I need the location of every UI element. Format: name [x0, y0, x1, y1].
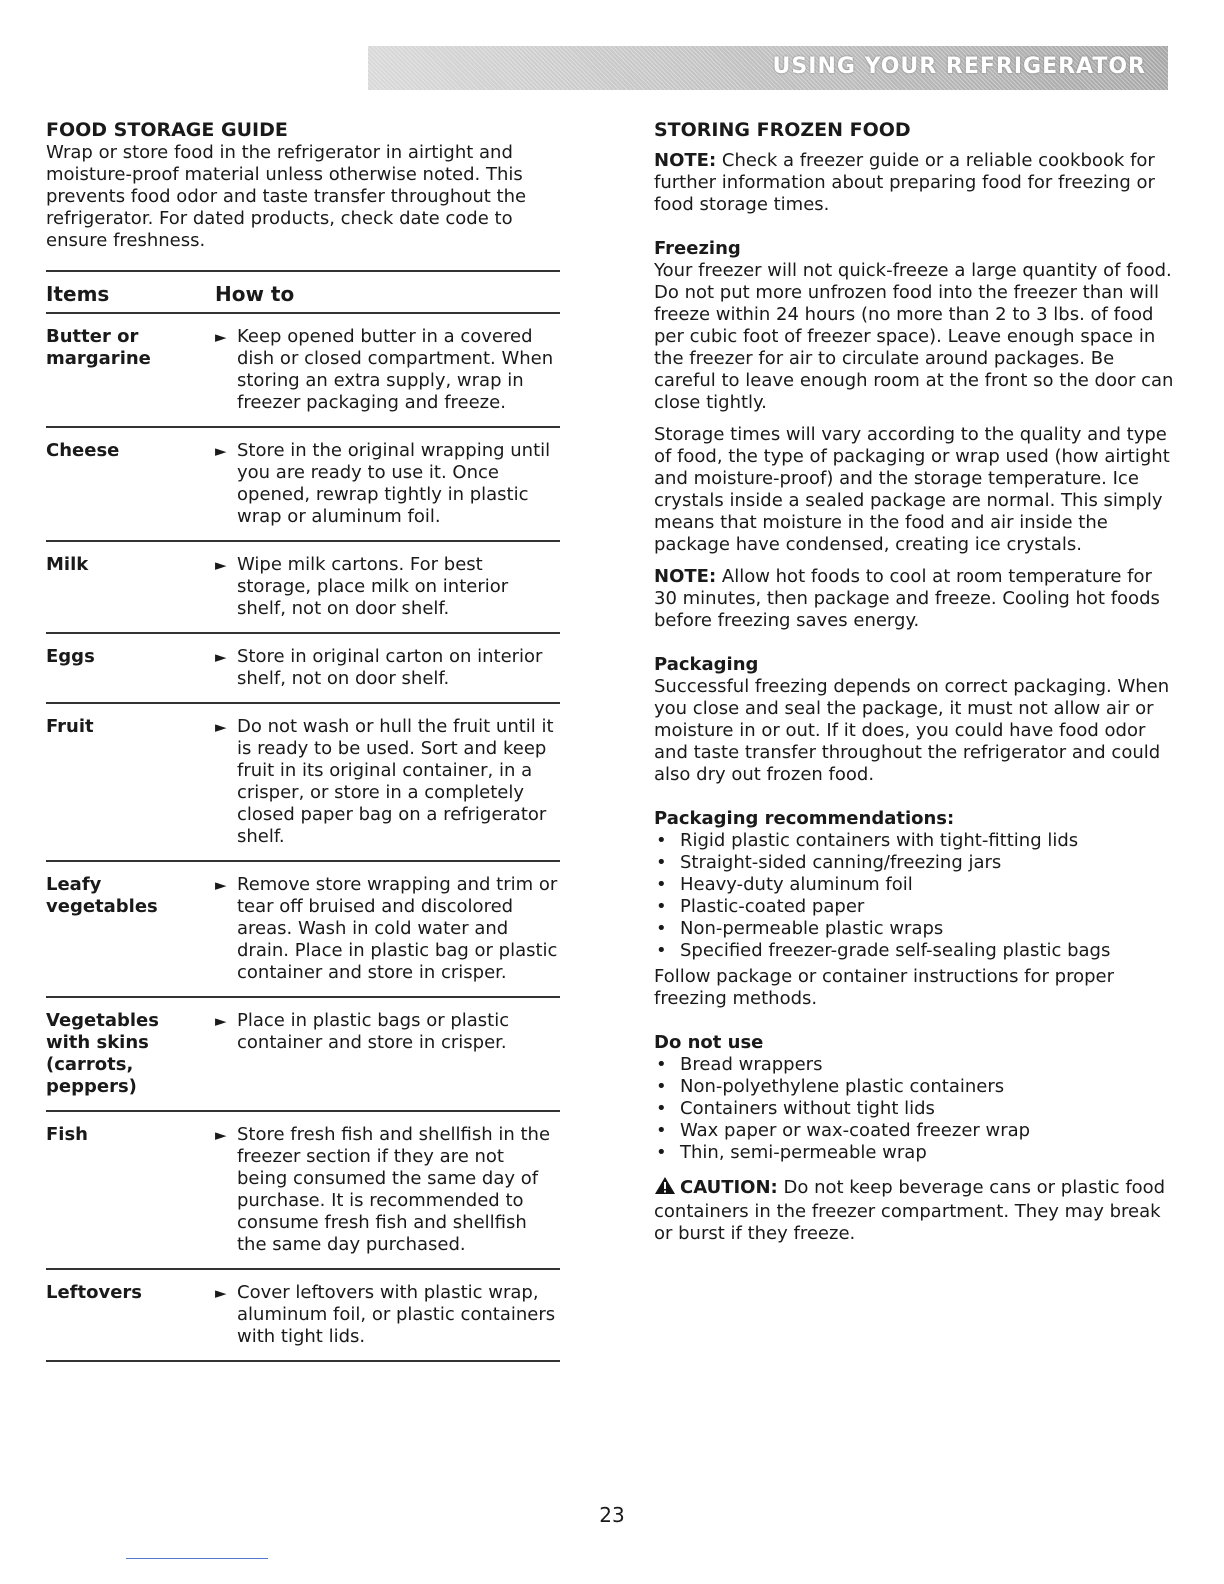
- section-header-bar: [368, 46, 1168, 90]
- table-row: [46, 633, 560, 703]
- bullet-icon: •: [656, 896, 667, 917]
- left-column: [46, 118, 562, 1362]
- bullet-icon: •: [656, 1076, 667, 1097]
- bullet-icon: •: [656, 1098, 667, 1119]
- howto-text: Remove store wrapping and trim or tear off bruised and discolored areas. Wash in cold water and drain. Place in plastic bag or plastic container and store in crisper.: [237, 874, 558, 983]
- howto-text: Store in original carton on interior shelf, not on door shelf.: [237, 646, 543, 689]
- food-storage-table: [46, 270, 560, 1362]
- warning-triangle-icon: [654, 1176, 676, 1201]
- row-howto: [215, 1269, 560, 1361]
- howto-text: Wipe milk cartons. For best storage, place milk on interior shelf, not on door shelf.: [237, 554, 509, 619]
- note-label: NOTE:: [654, 150, 717, 171]
- bullet-icon: •: [656, 874, 667, 895]
- row-item: Butter or margarine: [46, 313, 215, 427]
- arrow-bullet-icon: ►: [215, 876, 227, 894]
- list-item: • Wax paper or wax-coated freezer wrap: [656, 1120, 1031, 1141]
- list-item: • Bread wrappers: [656, 1054, 823, 1075]
- row-item: Milk: [46, 541, 215, 633]
- caution-text: Do not keep beverage cans or plastic food containers in the freezer compartment. They may break or burst if they freeze.: [654, 1177, 1166, 1244]
- food-storage-guide-title: FOOD STORAGE GUIDE: [46, 119, 288, 141]
- table-row: [46, 703, 560, 861]
- list-item: • Thin, semi-permeable wrap: [656, 1142, 927, 1163]
- table-row: [46, 1111, 560, 1269]
- do-not-use-title: Do not use: [654, 1032, 764, 1053]
- table-row: [46, 313, 560, 427]
- packaging-recommendations-title: Packaging recommendations:: [654, 808, 955, 829]
- footer-divider: [126, 1558, 268, 1559]
- note-label: NOTE:: [654, 566, 717, 587]
- row-item: Leafy vegetables: [46, 861, 215, 997]
- arrow-bullet-icon: ►: [215, 648, 227, 666]
- arrow-bullet-icon: ►: [215, 442, 227, 460]
- howto-text: Keep opened butter in a covered dish or closed compartment. When storing an extra supply, wrap in freezer packaging and freeze.: [237, 326, 554, 413]
- note-paragraph: [654, 566, 1174, 632]
- table-row: [46, 1269, 560, 1361]
- arrow-bullet-icon: ►: [215, 328, 227, 346]
- row-howto: [215, 703, 560, 861]
- table-row: [46, 861, 560, 997]
- storing-frozen-food-title: STORING FROZEN FOOD: [654, 119, 911, 141]
- section-header-title: USING YOUR REFRIGERATOR: [772, 54, 1146, 79]
- row-item: Cheese: [46, 427, 215, 541]
- bullet-icon: •: [656, 1142, 667, 1163]
- follow-instructions-text: Follow package or container instructions for proper freezing methods.: [654, 966, 1114, 1009]
- howto-text: Store fresh fish and shellfish in the freezer section if they are not being consumed the same day of purchase. It is recommended to consume fresh fish and shellfish the same day purchased.: [237, 1124, 551, 1255]
- bullet-icon: •: [656, 918, 667, 939]
- arrow-bullet-icon: ►: [215, 718, 227, 736]
- note-text: Check a freezer guide or a reliable cookbook for further information about preparing food for freezing or food storage times.: [654, 150, 1155, 215]
- arrow-bullet-icon: ►: [215, 556, 227, 574]
- row-howto: [215, 861, 560, 997]
- list-item: • Non-polyethylene plastic containers: [656, 1076, 1005, 1097]
- storage-times-text: Storage times will vary according to the quality and type of food, the type of packaging or wrap used (how airtight and moisture-proof) and the storage temperature. Ice crystals inside a sealed package are normal. This simply means that moisture in the food and air inside the package have condensed, creating ice crystals.: [654, 424, 1170, 555]
- bullet-icon: •: [656, 1120, 667, 1141]
- table-header-row: [46, 271, 560, 313]
- row-item: Vegetables with skins (carrots, peppers): [46, 997, 215, 1111]
- do-not-use-list: [654, 1054, 1174, 1164]
- note-text: Allow hot foods to cool at room temperature for 30 minutes, then package and freeze. Cooling hot foods before freezing saves energy.: [654, 566, 1160, 631]
- list-item: • Specified freezer-grade self-sealing plastic bags: [656, 940, 1111, 961]
- row-howto: [215, 997, 560, 1111]
- howto-text: Cover leftovers with plastic wrap, aluminum foil, or plastic containers with tight lids.: [237, 1282, 556, 1347]
- freezing-text: Your freezer will not quick-freeze a large quantity of food. Do not put more unfrozen food into the freezer than will freeze within 24 hours (no more than 2 to 3 lbs. of food per cubic foot of freezer space). Leave enough space in the freezer for air to circulate around packages. Be careful to leave enough room at the front so the door can close tightly.: [654, 260, 1174, 413]
- row-item: Fruit: [46, 703, 215, 861]
- table-row: [46, 541, 560, 633]
- list-item: • Plastic-coated paper: [656, 896, 865, 917]
- page-number: 23: [599, 1503, 625, 1527]
- row-howto: [215, 313, 560, 427]
- bullet-icon: •: [656, 940, 667, 961]
- bullet-icon: •: [656, 852, 667, 873]
- list-item: • Rigid plastic containers with tight-fitting lids: [656, 830, 1079, 851]
- arrow-bullet-icon: ►: [215, 1012, 227, 1030]
- row-item: Fish: [46, 1111, 215, 1269]
- howto-text: Do not wash or hull the fruit until it is ready to be used. Sort and keep fruit in its original container, in a crisper, or store in a completely closed paper bag on a refrigerator shelf.: [237, 716, 554, 847]
- row-howto: [215, 427, 560, 541]
- packaging-recommendations-list: [654, 830, 1174, 962]
- row-howto: [215, 633, 560, 703]
- col-header-items: Items: [46, 271, 215, 313]
- row-howto: [215, 541, 560, 633]
- right-column: [654, 118, 1174, 1245]
- caution-paragraph: [654, 1176, 1174, 1245]
- packaging-title: Packaging: [654, 654, 759, 675]
- row-item: Eggs: [46, 633, 215, 703]
- bullet-icon: •: [656, 830, 667, 851]
- arrow-bullet-icon: ►: [215, 1284, 227, 1302]
- row-item: Leftovers: [46, 1282, 143, 1303]
- bullet-icon: •: [656, 1054, 667, 1075]
- list-item: • Heavy-duty aluminum foil: [656, 874, 913, 895]
- row-howto: [215, 1111, 560, 1269]
- caution-label: CAUTION:: [680, 1177, 778, 1198]
- list-item: • Containers without tight lids: [656, 1098, 935, 1119]
- howto-text: Store in the original wrapping until you are ready to use it. Once opened, rewrap tightly in plastic wrap or aluminum foil.: [237, 440, 551, 527]
- food-storage-intro: Wrap or store food in the refrigerator in airtight and moisture-proof material unless otherwise noted. This prevents food odor and taste transfer throughout the refrigerator. For dated products, check date code to ensure freshness.: [46, 142, 527, 251]
- arrow-bullet-icon: ►: [215, 1126, 227, 1144]
- list-item: • Straight-sided canning/freezing jars: [656, 852, 1002, 873]
- howto-text: Place in plastic bags or plastic container and store in crisper.: [237, 1010, 510, 1053]
- table-row: [46, 427, 560, 541]
- note-paragraph: [654, 150, 1174, 216]
- packaging-text: Successful freezing depends on correct packaging. When you close and seal the package, it must not allow air or moisture in or out. If it does, you could have food odor and taste transfer throughout the refrigerator and could also dry out frozen food.: [654, 676, 1170, 785]
- freezing-title: Freezing: [654, 238, 741, 259]
- table-row: [46, 997, 560, 1111]
- list-item: • Non-permeable plastic wraps: [656, 918, 944, 939]
- col-header-howto: How to: [215, 271, 560, 313]
